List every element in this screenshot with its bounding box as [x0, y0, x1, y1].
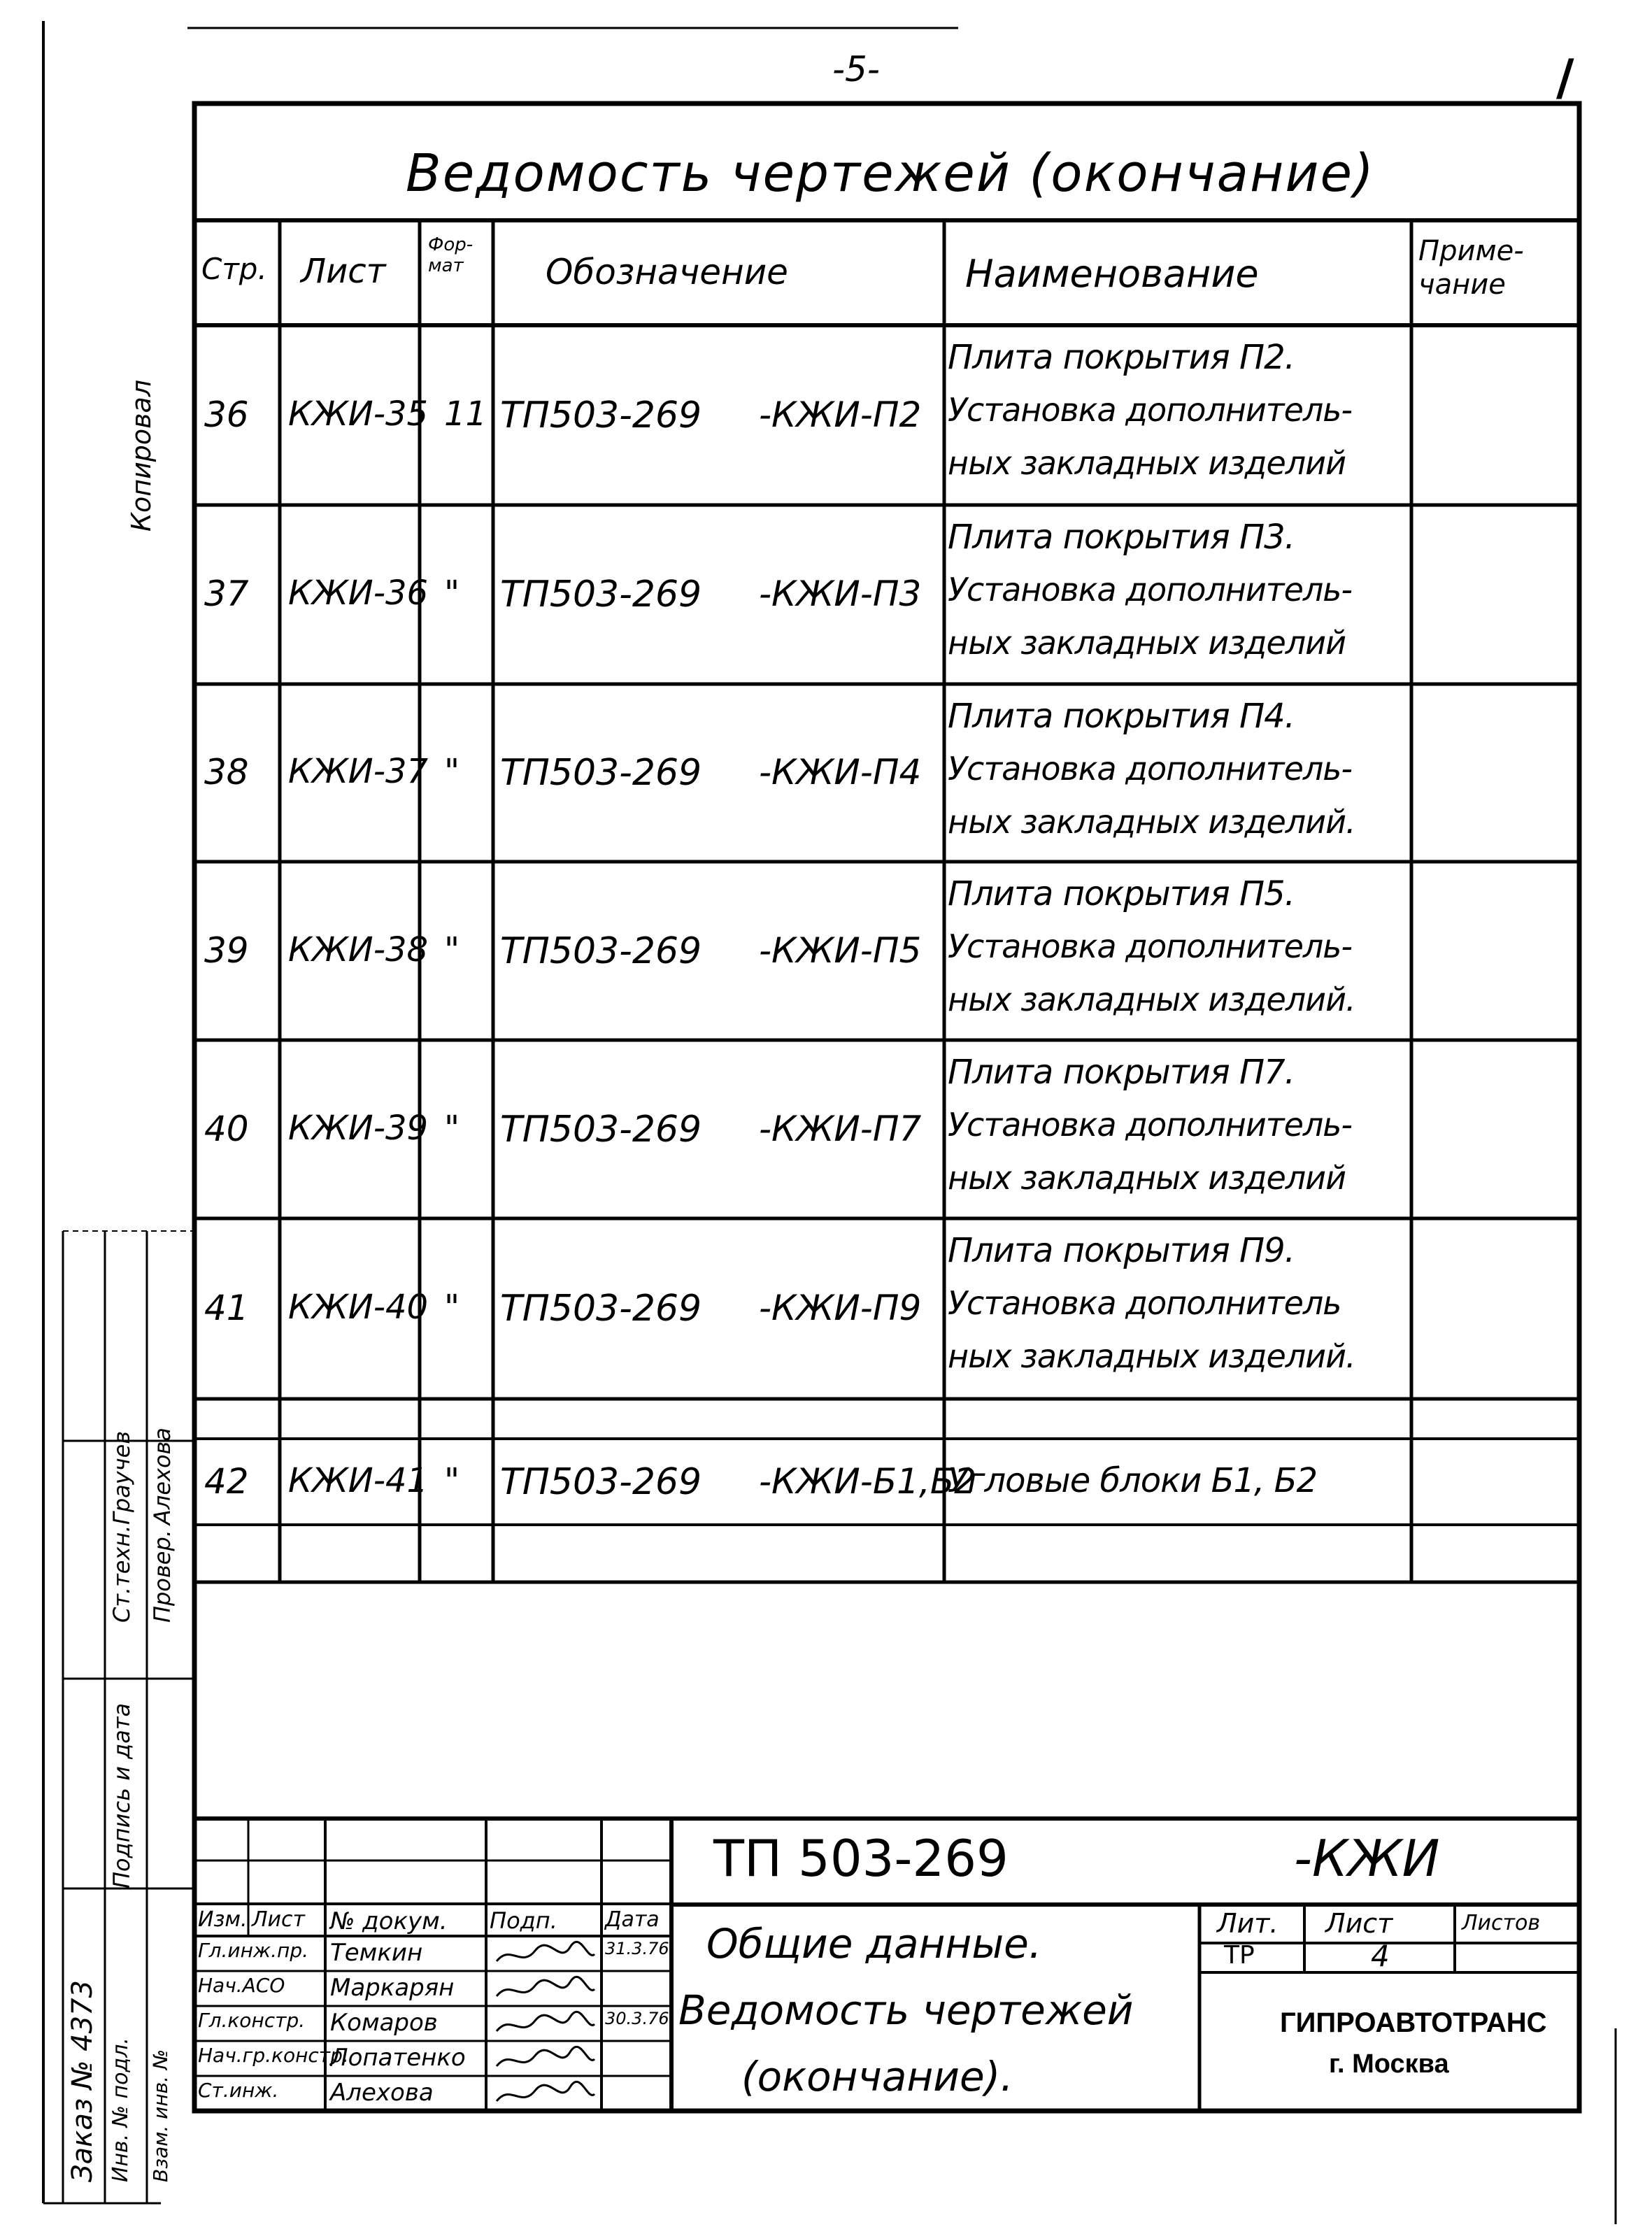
row-format: "	[444, 1108, 460, 1148]
sheets-label: Листов	[1462, 1911, 1541, 1935]
stamp-label-2: Провер.	[149, 1530, 176, 1623]
row-name-line: ных закладных изделий	[948, 624, 1346, 662]
stage-value: ТР	[1224, 1941, 1255, 1970]
row-format: 11	[444, 394, 487, 434]
col-header-note: Приме-чание	[1418, 235, 1524, 301]
row-sheet: КЖИ-35	[288, 394, 429, 434]
row-name-line: Установка дополнитель-	[948, 571, 1352, 609]
staff-role: Гл.инж.пр.	[198, 1939, 309, 1962]
row-name-line: Установка дополнитель-	[948, 1106, 1352, 1144]
organization: ГИПРОАВТОТРАНС	[1280, 2007, 1547, 2038]
row-format: "	[444, 752, 460, 791]
signature-scribble	[493, 1940, 598, 1971]
signature-scribble	[493, 2010, 598, 2041]
row-name-line: Установка дополнитель-	[948, 391, 1352, 429]
stamp-label-5: Инв. № подл.	[108, 2037, 133, 2182]
stamp-value-2: Алехова	[149, 1427, 176, 1525]
row-suffix: -КЖИ-П7	[759, 1108, 922, 1149]
row-suffix: -КЖИ-Б1,Б2	[759, 1460, 976, 1502]
row-sheet: КЖИ-37	[288, 752, 429, 791]
col-header-format: Фор-мат	[428, 234, 473, 276]
stamp-label-3: Подпись и дата	[108, 1702, 135, 1888]
row-name-line: Плита покрытия П9.	[948, 1231, 1295, 1270]
description-line-2: Ведомость чертежей	[678, 1986, 1134, 2034]
row-suffix: -КЖИ-П3	[759, 574, 922, 614]
description-line-1: Общие данные.	[706, 1920, 1042, 1968]
row-page: 39	[204, 930, 249, 971]
staff-role: Нач.АСО	[198, 1974, 285, 1997]
row-name-line: ных закладных изделий.	[948, 803, 1355, 841]
row-suffix: -КЖИ-П9	[759, 1288, 922, 1328]
staff-role: Гл.констр.	[198, 2009, 306, 2032]
stage-label: Лит.	[1217, 1908, 1279, 1939]
row-code: ТП503-269	[500, 930, 702, 972]
row-name-line: Плита покрытия П4.	[948, 697, 1295, 736]
staff-name: Лопатенко	[330, 2044, 466, 2072]
row-format: "	[444, 930, 460, 969]
row-page: 37	[204, 574, 249, 614]
staff-date: 30.3.76	[605, 2009, 669, 2028]
row-name-line: Плита покрытия П5.	[948, 874, 1295, 913]
row-page: 40	[204, 1108, 249, 1149]
row-name-line: Установка дополнитель	[948, 1284, 1341, 1322]
row-code: ТП503-269	[500, 752, 702, 794]
project-code: ТП 503-269	[713, 1829, 1009, 1888]
row-suffix: -КЖИ-П5	[759, 930, 922, 971]
row-sheet: КЖИ-39	[288, 1108, 429, 1148]
row-format: "	[444, 1460, 460, 1500]
row-sheet: КЖИ-40	[288, 1288, 429, 1327]
sheet-title: Ведомость чертежей (окончание)	[406, 143, 1375, 204]
col-header-name: Наименование	[965, 252, 1259, 296]
staff-date: 31.3.76	[605, 1939, 669, 1958]
order-number: Заказ № 4373	[66, 1980, 99, 2182]
staff-name: Маркарян	[330, 1974, 455, 2002]
staff-name: Комаров	[330, 2009, 438, 2037]
row-code: ТП503-269	[500, 394, 702, 436]
row-code: ТП503-269	[500, 1108, 702, 1151]
change-header-sign: Подп.	[490, 1907, 557, 1934]
change-header-doc: № докум.	[330, 1907, 448, 1935]
staff-role: Ст.инж.	[198, 2079, 279, 2102]
project-code-suffix: -КЖИ	[1294, 1829, 1440, 1888]
row-suffix: -КЖИ-П2	[759, 394, 922, 435]
row-name-line: Установка дополнитель-	[948, 927, 1352, 965]
row-name-line: Плита покрытия П2.	[948, 338, 1295, 377]
change-header-izm: Изм.	[198, 1907, 248, 1932]
sheet-label: Лист	[1325, 1908, 1393, 1939]
change-header-date: Дата	[605, 1907, 660, 1932]
corner-mark: /	[1556, 49, 1574, 106]
row-page: 42	[204, 1460, 249, 1502]
stamp-value-1: Граучев	[108, 1430, 135, 1525]
staff-role: Нач.гр.констр.	[198, 2044, 349, 2067]
page-number: -5-	[832, 49, 880, 90]
row-sheet: КЖИ-36	[288, 574, 429, 613]
stamp-label-1: Ст.техн.	[108, 1525, 135, 1623]
col-header-page: Стр.	[201, 252, 267, 286]
stamp-label-6: Взам. инв. №	[149, 2049, 172, 2182]
row-format: "	[444, 574, 460, 613]
col-header-sheet: Лист	[301, 252, 386, 291]
signature-scribble	[493, 2045, 598, 2076]
row-code: ТП503-269	[500, 1288, 702, 1330]
row-name-line: Установка дополнитель-	[948, 750, 1352, 788]
row-name-line: ных закладных изделий	[948, 444, 1346, 482]
row-name-line: Плита покрытия П3.	[948, 518, 1295, 557]
row-sheet: КЖИ-41	[288, 1460, 429, 1500]
city: г. Москва	[1329, 2049, 1449, 2079]
row-name-line: ных закладных изделий.	[948, 981, 1355, 1018]
row-code: ТП503-269	[500, 574, 702, 616]
description-line-3: (окончание).	[741, 2053, 1013, 2100]
row-sheet: КЖИ-38	[288, 930, 429, 969]
row-code: ТП503-269	[500, 1460, 702, 1503]
signature-scribble	[493, 1975, 598, 2006]
col-header-designation: Обозначение	[546, 252, 788, 292]
row-page: 36	[204, 394, 249, 435]
change-header-list: Лист	[252, 1907, 306, 1932]
sheet-value: 4	[1371, 1939, 1390, 1973]
copied-label: Копировал	[126, 379, 157, 532]
row-name-line: ных закладных изделий	[948, 1159, 1346, 1197]
row-name-line: Плита покрытия П7.	[948, 1053, 1295, 1092]
row-name-line: Угловые блоки Б1, Б2	[948, 1460, 1318, 1500]
staff-name: Темкин	[330, 1939, 423, 1967]
row-format: "	[444, 1288, 460, 1327]
staff-name: Алехова	[330, 2079, 434, 2107]
row-page: 38	[204, 752, 249, 792]
row-name-line: ных закладных изделий.	[948, 1337, 1355, 1375]
row-page: 41	[204, 1288, 249, 1328]
row-suffix: -КЖИ-П4	[759, 752, 922, 792]
signature-scribble	[493, 2080, 598, 2111]
